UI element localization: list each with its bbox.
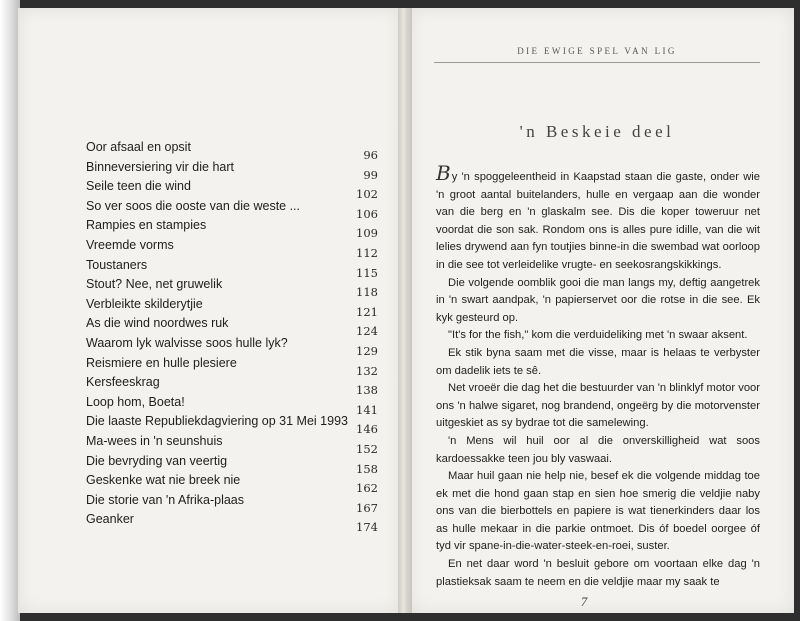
toc-entry	[86, 452, 386, 476]
paragraph-text: Maar huil gaan nie help nie, besef ek die volgende middag toe ek met die hond gaan stap en sien hoe smerig die veldjie naby ons van die bierbottels en papiere is wat tienerkinders daar los as hulle mekaar in die parkie ontmoet. Dis óf boedel oorgee óf tyd vir spane-in-die-water-steek-en-roei, suster.	[436, 470, 760, 553]
toc-entry	[86, 510, 386, 535]
toc-entry	[86, 236, 386, 260]
toc-entry-page: 162	[356, 481, 378, 496]
toc-entry-page: 102	[356, 187, 378, 202]
toc-entry-page: 99	[363, 167, 378, 182]
toc-entry	[86, 432, 386, 456]
toc-entry	[86, 393, 386, 417]
toc-entry-page: 96	[363, 148, 378, 162]
toc-entry-page: 112	[356, 245, 378, 260]
paragraph-text: y 'n spoggeleentheid in Kaapstad staan die gaste, onder wie 'n groot aantal buitelanders, hulle en vergaap aan die wonder van die berg en 'n glaskalm see. Dis die koper toweruur net voordat die son sak. Rondom ons is alles pure idille, van die wit lelies drywend aan fyn toutjies binne-in die swembad wat oorloop in die see tot verleidelike vrugte- en seekosrangskikkings.	[436, 171, 760, 271]
drop-cap: B	[436, 161, 451, 185]
body-paragraph	[436, 433, 760, 468]
toc-entry-title: Vreemde vorms	[86, 237, 174, 252]
paragraph-text: "It's for the fish," kom die verduideliking met 'n swaar aksent.	[448, 329, 748, 342]
toc-entry	[86, 334, 386, 358]
toc-entry-page: 158	[356, 461, 378, 476]
paragraph-text: 'n Mens wil huil oor al die onverskilligheid wat soos kardoessakke teen jou bly vaswaai.	[436, 434, 760, 465]
toc-entry-title: Binneversiering vir die hart	[86, 159, 234, 174]
toc-entry	[86, 295, 386, 319]
toc-entry-title: Toustaners	[86, 257, 148, 272]
toc-entry-page: 174	[356, 520, 378, 535]
toc-entry-page: 132	[356, 363, 378, 378]
toc-entry	[86, 491, 386, 515]
chapter-title: 'n Beskeie deel	[519, 122, 675, 141]
paragraph-text: En net daar word 'n besluit gebore om voortaan elke dag 'n plastieksak saam te neem en die veldjie maar my saak te	[436, 558, 760, 588]
toc-entry-title: Kersfeeskrag	[86, 375, 160, 390]
running-head: DIE EWIGE SPEL VAN LIG	[517, 46, 677, 56]
toc-entry-title: Verbleikte skilderytjie	[86, 296, 203, 311]
toc-entry-title: Waarom lyk walvisse soos hulle lyk?	[86, 335, 288, 350]
toc-entry-page: 115	[356, 265, 378, 280]
toc-entry	[86, 314, 386, 339]
toc-entry-title: Oor afsaal en opsit	[86, 140, 191, 154]
book-gutter	[398, 8, 412, 613]
toc-entry-page: 121	[356, 304, 378, 319]
toc-entry-title: Loop hom, Boeta!	[86, 394, 185, 409]
toc-entry	[86, 177, 386, 202]
toc-entry-page: 124	[356, 324, 378, 339]
toc-entry-page: 106	[356, 206, 378, 221]
toc-entry-title: Geanker	[86, 512, 134, 527]
toc-entry-title: Reismiere en hulle plesiere	[86, 355, 237, 370]
body-paragraph	[436, 556, 760, 591]
toc-entry-title: Geskenke wat nie breek nie	[86, 473, 241, 488]
running-head-rule	[434, 62, 760, 63]
body-paragraph	[436, 161, 760, 275]
table-of-contents	[86, 138, 386, 535]
toc-entry-page: 129	[356, 343, 378, 358]
toc-entry-page: 141	[356, 402, 378, 417]
page-number: 7	[580, 594, 588, 609]
toc-entry-page: 152	[356, 441, 378, 456]
toc-entry-title: Rampies en stampies	[86, 218, 207, 233]
toc-entry	[86, 373, 386, 398]
toc-entry-page: 109	[356, 226, 378, 241]
toc-entry	[86, 275, 386, 300]
toc-entry	[86, 256, 386, 280]
toc-entry-title: Die storie van 'n Afrika-plaas	[86, 492, 245, 507]
body-paragraph	[436, 468, 760, 556]
body-paragraph	[436, 345, 760, 380]
body-paragraph	[436, 380, 760, 433]
toc-entry	[86, 138, 386, 162]
body-paragraph	[436, 327, 760, 345]
toc-entry	[86, 354, 386, 378]
chapter-body	[436, 161, 760, 591]
toc-entry-title: Stout? Nee, net gruwelik	[86, 277, 223, 292]
toc-entry-title: As die wind noordwes ruk	[86, 316, 229, 331]
toc-entry-title: Die laaste Republiekdagviering op 31 Mei 1993	[86, 414, 348, 429]
toc-entry-title: Ma-wees in 'n seunshuis	[86, 433, 223, 448]
toc-entry-page: 167	[356, 500, 378, 515]
toc-entry	[86, 412, 386, 437]
paragraph-text: Ek stik byna saam met die visse, maar is helaas te verbyster om dadelik iets te sê.	[436, 346, 760, 377]
toc-entry-title: Die bevryding van veertig	[86, 453, 228, 468]
paragraph-text: Net vroeër die dag het die bestuurder van 'n blinklyf motor voor ons 'n halwe sigaret, nog brandend, ongeërg by die motorvenster uitgeskiet as sy bydrae tot die samelewing.	[436, 382, 760, 430]
toc-entry	[86, 216, 386, 241]
toc-entry	[86, 197, 386, 221]
book-edge	[0, 0, 20, 621]
paragraph-text: Die volgende oomblik gooi die man langs my, deftig aangetrek in 'n swart aandpak, 'n papierservet oor die rotse in die see. Ek kyk gesteurd op.	[436, 276, 760, 324]
toc-entry-title: Seile teen die wind	[86, 179, 191, 194]
toc-entry	[86, 158, 386, 182]
toc-entry-title: So ver soos die ooste van die weste ...	[86, 198, 301, 213]
toc-entry-page: 118	[356, 285, 378, 300]
body-paragraph	[436, 275, 760, 328]
toc-entry	[86, 471, 386, 496]
toc-entry-page: 146	[356, 422, 378, 437]
toc-entry-page: 138	[356, 383, 378, 398]
